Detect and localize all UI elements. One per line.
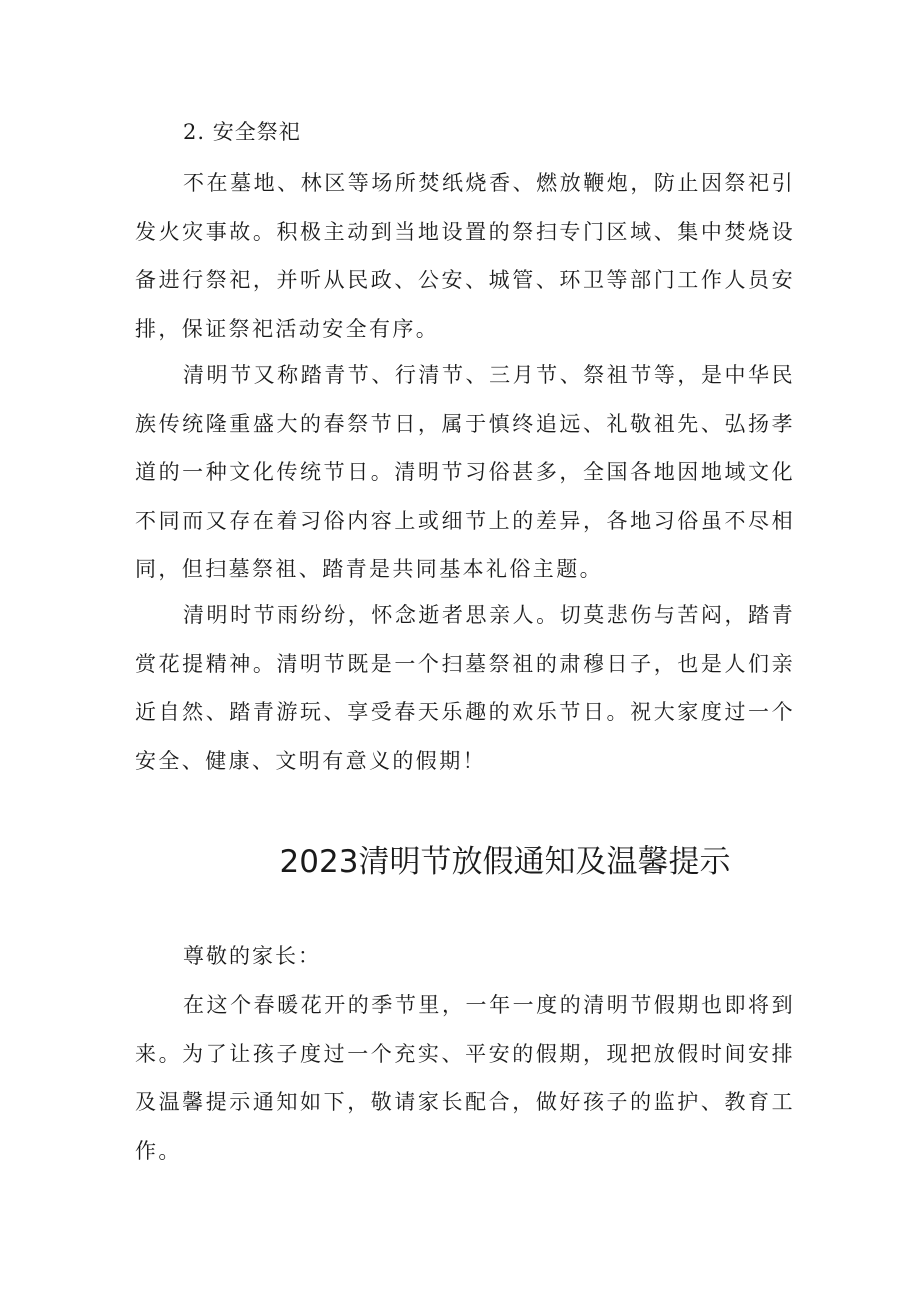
notice-paragraph: 在这个春暖花开的季节里，一年一度的清明节假期也即将到来。为了让孩子度过一个充实、平安的假期，现把放假时间安排及温馨提示通知如下，敬请家长配合，做好孩子的监护、教育工作。	[135, 993, 795, 1163]
paragraph-safe-sacrifice: 不在墓地、林区等场所焚纸烧香、燃放鞭炮，防止因祭祀引发火灾事故。积极主动到当地设置的祭扫专门区域、集中焚烧设备进行祭祀，并听从民政、公安、城管、环卫等部门工作人员安排，保证祭祀活动安全有序。	[135, 171, 795, 341]
paragraph-qingming-wishes: 清明时节雨纷纷，怀念逝者思亲人。切莫悲伤与苦闷，踏青赏花提精神。清明节既是一个扫墓祭祖的肃穆日子，也是人们亲近自然、踏青游玩、享受春天乐趣的欢乐节日。祝大家度过一个安全、健康、文明有意义的假期！	[135, 603, 795, 773]
section-heading: 2. 安全祭祀	[183, 120, 301, 144]
notice-salutation: 尊敬的家长：	[183, 944, 321, 968]
notice-title: 2023清明节放假通知及温馨提示	[279, 844, 731, 880]
paragraph-qingming-intro: 清明节又称踏青节、行清节、三月节、祭祖节等，是中华民族传统隆重盛大的春祭节日，属于慎终追远、礼敬祖先、弘扬孝道的一种文化传统节日。清明节习俗甚多，全国各地因地域文化不同而又存在着习俗内容上或细节上的差异，各地习俗虽不尽相同，但扫墓祭祖、踏青是共同基本礼俗主题。	[135, 363, 795, 581]
